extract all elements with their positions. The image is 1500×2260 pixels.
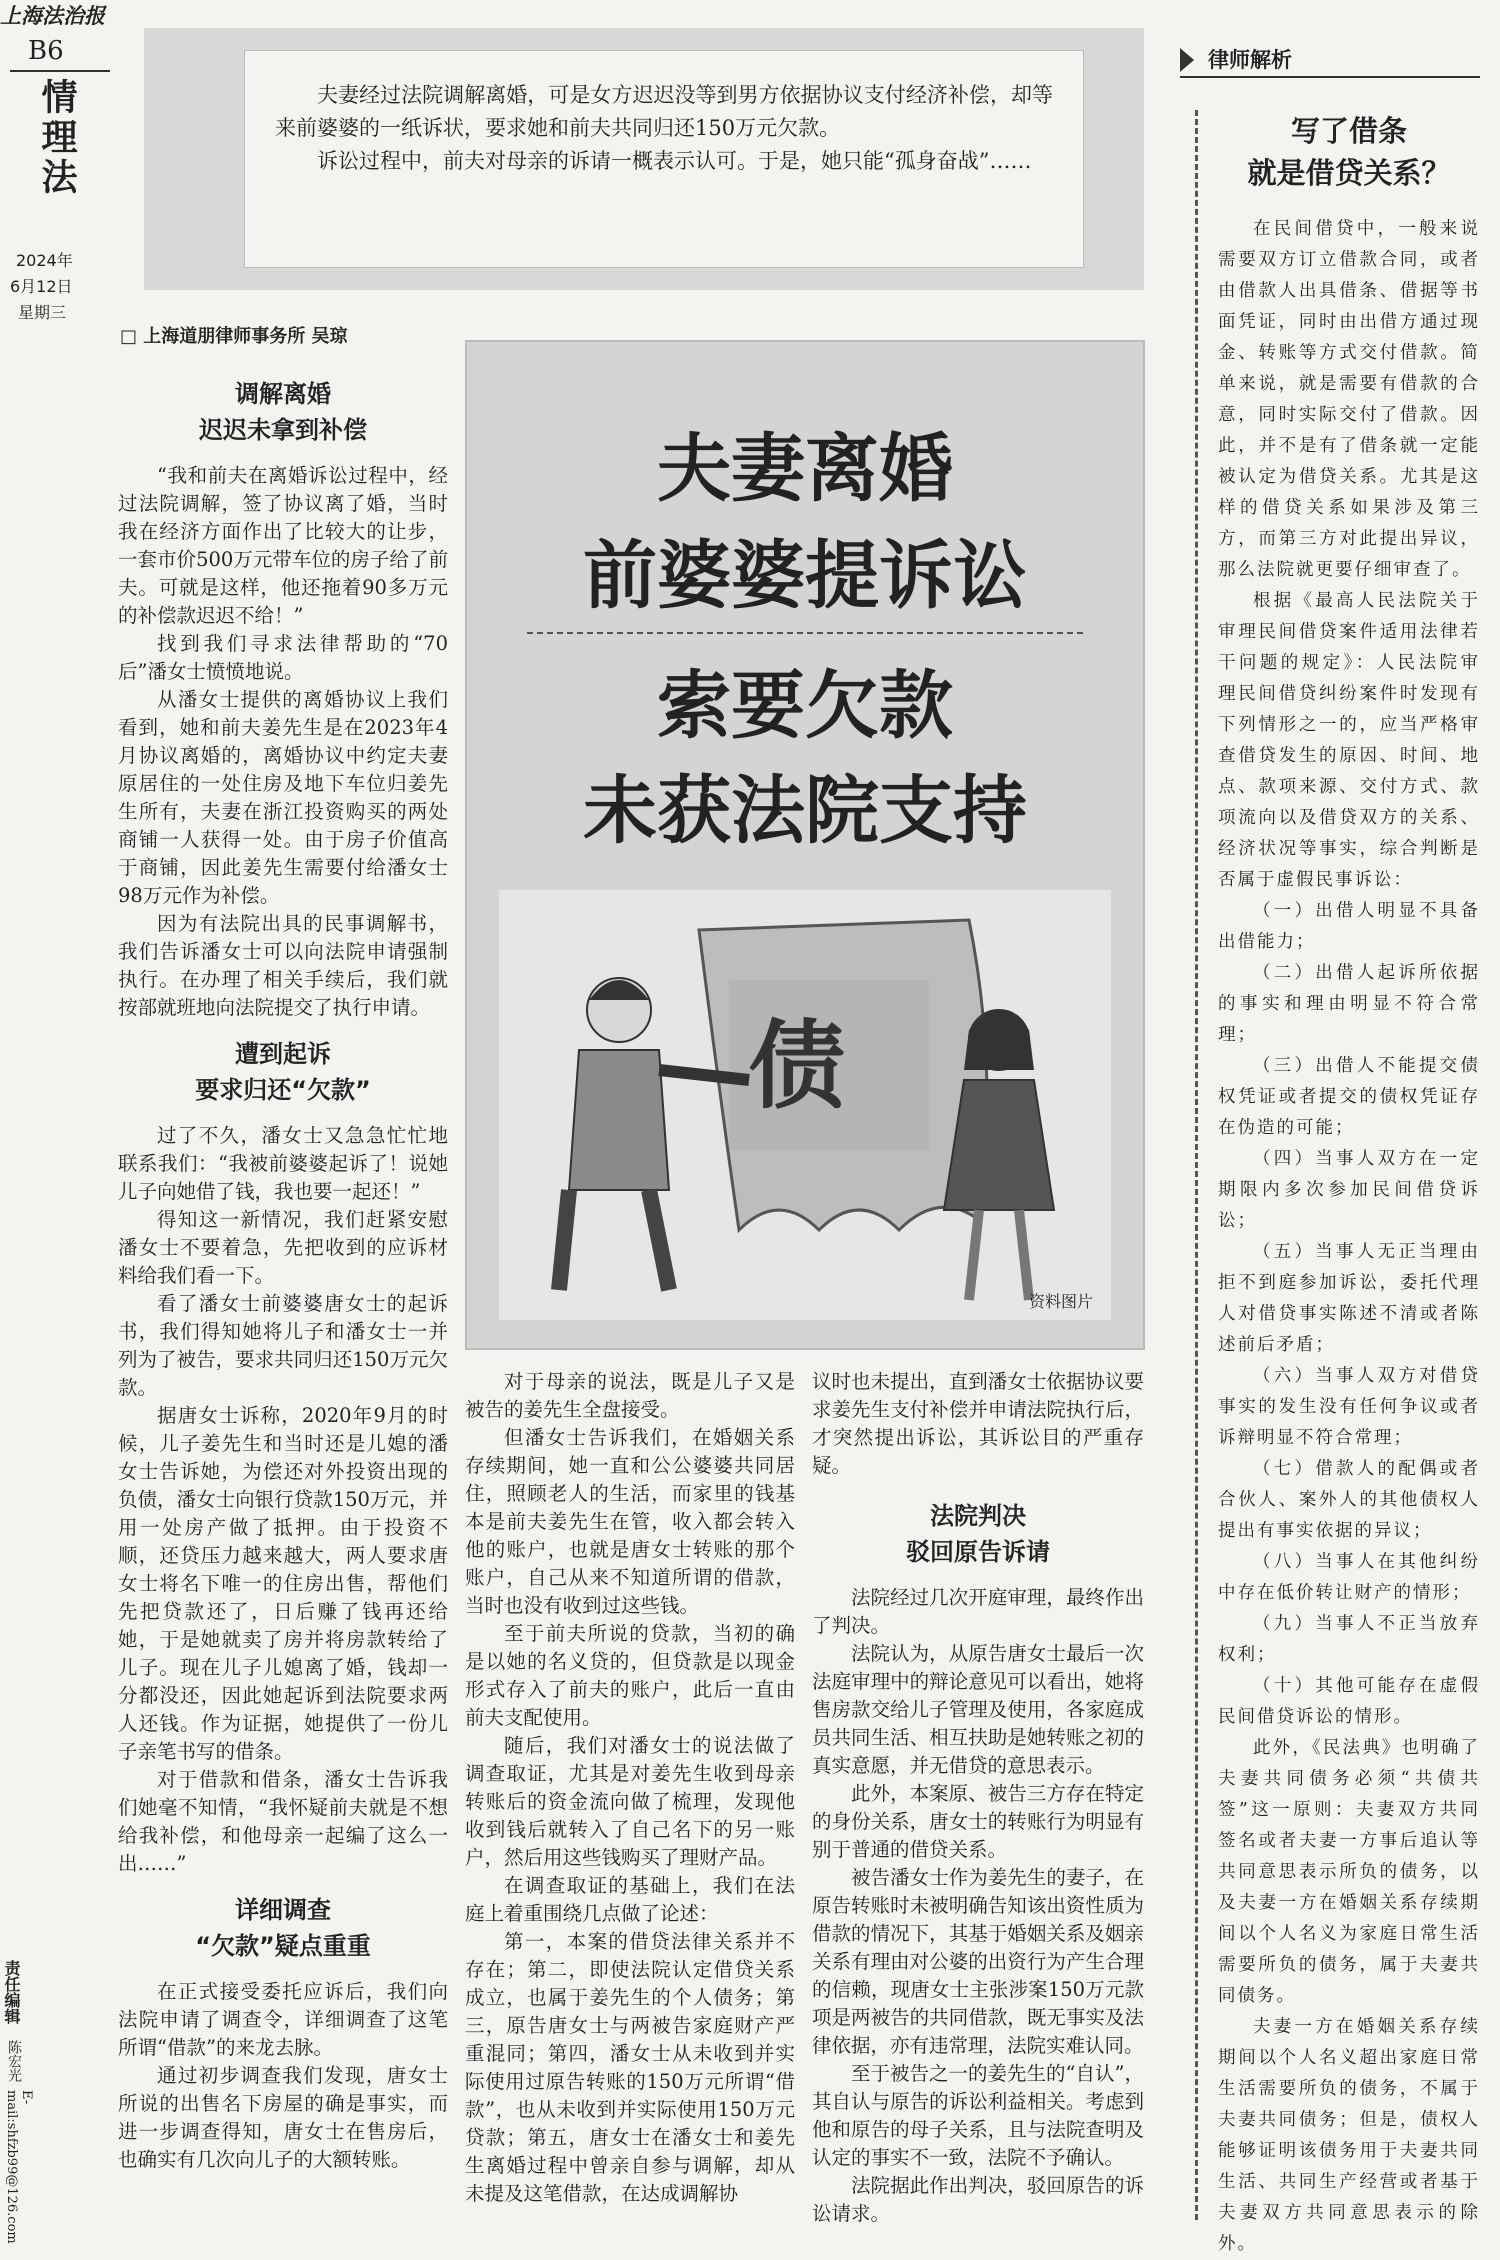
paragraph: 法院认为，从原告唐女士最后一次法庭审理中的辩论意见可以看出，她将售房款交给儿子管理及使用，各家庭成员共同生活、相互扶助是她转账之初的真实意愿，并无借贷的意思表示。 [812,1642,1144,1777]
paragraph: 至于前夫所说的贷款，当初的确是以她的名义贷的，但贷款是以现金形式存入了前夫的账户，此后一直由前夫支配使用。 [465,1622,795,1729]
paragraph: 据唐女士诉称，2020年9月的时候，儿子姜先生和当时还是儿媳的潘女士告诉她，为偿还对外投资出现的负债，潘女士向银行贷款150万元，并用一处房产做了抵押。由于投资不顺，还贷压力越来越大，两人要求唐女士将名下唯一的住房出售，帮他们先把贷款还了，日后赚了钱再还给她，于是她就卖了房并将房款转给了儿子。现在儿子儿媳离了婚，钱却一分都没还，因此她起诉到法院要求两人还钱。作为证据，她提供了一份儿子亲笔书写的借条。 [118,1404,448,1763]
paragraph: 随后，我们对潘女士的说法做了调查取证，尤其是对姜先生收到母亲转账后的资金流向做了梳理，发现他收到钱后就转入了自己名下的另一账户，然后用这些钱购买了理财产品。 [465,1734,795,1869]
paragraph: 从潘女士提供的离婚协议上我们看到，她和前夫姜先生是在2023年4月协议离婚的，离婚协议中约定夫妻原居住的一处住房及地下车位归姜先生所有，夫妻在浙江投资购买的两处商铺一人获得一处。由于房子价值高于商铺，因此姜先生需要付给潘女士98万元作为补偿。 [118,688,448,907]
paragraph: 因为有法院出具的民事调解书，我们告诉潘女士可以向法院申请强制执行。在办理了相关手续后，我们就按部就班地向法院提交了执行申请。 [118,912,448,1019]
paragraph: 在民间借贷中，一般来说需要双方订立借款合同，或者由借款人出具借条、借据等书面凭证，同时由出借方通过现金、转账等方式交付借款。简单来说，就是需要有借款的合意，同时实际交付了借款。因此，并不是有了借条就一定能被认定为借贷关系。尤其是这样的借贷关系如果涉及第三方，而第三方对此提出异议，那么法院就更要仔细审查了。 [1218,219,1480,580]
headline-line-4: 未获法院支持 [583,768,1027,854]
paragraph: 议时也未提出，直到潘女士依据协议要求姜先生支付补偿并申请法院执行后，才突然提出诉讼，其诉讼目的严重存疑。 [812,1370,1144,1477]
paragraph: 法院据此作出判决，驳回原告的诉讼请求。 [812,2174,1144,2225]
section-1-subtitle: 迟迟未拿到补偿 [199,416,367,444]
editor-email: E-mail:shfzb99@126.com [4,2090,34,2244]
paragraph: 对于借款和借条，潘女士告诉我们她毫不知情，“我怀疑前夫就是不想给我补偿，和他母亲一起编了这么一出……” [118,1768,448,1875]
paragraph: 第一，本案的借贷法律关系并不存在；第二，即使法院认定借贷关系成立，也属于姜先生的个人债务；第三，原告唐女士与两被告家庭财产严重混同；第四，潘女士从未收到并实际使用过原告转账的150万元所谓“借款”，也从未收到并实际使用150万元贷款；第五，唐女士在潘女士和姜先生离婚过程中曾亲自参与调解，却从未提及这笔借款，在达成调解协 [465,1930,795,2205]
section-2-subtitle: 要求归还“欠款” [195,1076,371,1104]
masthead-logo: 上海法治报 [0,4,105,28]
paragraph: 对于母亲的说法，既是儿子又是被告的姜先生全盘接受。 [465,1370,795,1421]
paragraph: “我和前夫在离婚诉讼过程中，经过法院调解，签了协议离了婚，当时我在经济方面作出了比较大的让步，一套市价500万元带车位的房子给了前夫。可就是这样，他还拖着90多万元的补偿款迟迟不给！” [118,464,448,627]
paragraph: 看了潘女士前婆婆唐女士的起诉书，我们得知她将儿子和潘女士一并列为了被告，要求共同归还150万元欠款。 [118,1292,448,1399]
list-item: （二）出借人起诉所依据的事实和理由明显不符合常理； [1218,963,1480,1045]
headline-box [465,340,1145,1350]
tag-icon [1180,48,1194,72]
column-3 [812,1368,1144,2228]
debt-character: 债 [749,1010,845,1122]
intro-paragraph-2: 诉讼过程中，前夫对母亲的诉请一概表示认可。于是，她只能“孤身奋战”…… [317,149,1032,173]
paragraph: 在正式接受委托应诉后，我们向法院申请了调查令，详细调查了这笔所谓“借款”的来龙去脉。 [118,1980,448,2059]
illustration [499,890,1111,1320]
list-item: （七）借款人的配偶或者合伙人、案外人的其他债权人提出有事实依据的异议； [1218,1459,1480,1541]
paragraph: 被告潘女士作为姜先生的妻子，在原告转账时未被明确告知该出资性质为借款的情况下，其基于婚姻关系及姻亲关系有理由对公婆的出资行为产生合理的信赖，现唐女士主张涉案150万元款项是两被告的共同借款，既无事实及法律依据，亦有违常理，法院实难认同。 [812,1866,1144,2057]
section-2-title: 遭到起诉 [235,1040,331,1068]
lawyer-analysis-tag [1180,42,1480,78]
intro-paragraph-1: 夫妻经过法院调解离婚，可是女方迟迟没等到男方依据协议支付经济补偿，却等来前婆婆的一纸诉状，要求她和前夫共同归还150万元欠款。 [275,83,1053,140]
list-item: （六）当事人双方对借贷事实的发生没有任何争议或者诉辩明显不符合常理； [1218,1366,1480,1448]
paragraph: 通过初步调查我们发现，唐女士所说的出售名下房屋的确是事实，而进一步调查得知，唐女士在售房后，也确实有几次向儿子的大额转账。 [118,2064,448,2171]
section-3-subtitle: “欠款”疑点重重 [195,1932,371,1960]
section-1-title: 调解离婚 [235,380,331,408]
editor-label: 责任编辑 [2,1960,21,2024]
list-item: （三）出借人不能提交债权凭证或者提交的债权凭证存在伪造的可能； [1218,1056,1480,1138]
issue-weekday: 星期三 [18,303,67,322]
list-item: （四）当事人双方在一定期限内多次参加民间借贷诉讼； [1218,1149,1480,1231]
list-item: （五）当事人无正当理由拒不到庭参加诉讼，委托代理人对借贷事实陈述不清或者陈述前后矛盾； [1218,1242,1480,1355]
headline-line-3: 索要欠款 [657,663,953,749]
section-4-subtitle: 驳回原告诉请 [906,1538,1050,1566]
paragraph: 此外，本案原、被告三方存在特定的身份关系，唐女士的转账行为明显有别于普通的借贷关系。 [812,1782,1144,1861]
image-caption: 资料图片 [1028,1292,1093,1311]
byline: □ 上海道朋律师事务所 吴琼 [120,326,348,347]
paragraph: 此外，《民法典》也明确了夫妻共同债务必须“共债共签”这一原则：夫妻双方共同签名或者夫妻一方事后追认等共同意思表示所负的债务，以及夫妻一方在婚姻关系存续期间以个人名义为家庭日常生活需要所负的债务，属于夫妻共同债务。 [1218,1738,1480,2006]
lawyer-title-1: 写了借条 [1290,114,1407,148]
paragraph: 至于被告之一的姜先生的“自认”，其自认与原告的诉讼利益相关。考虑到他和原告的母子关系，且与法院查明及认定的事实不一致，法院不予确认。 [812,2062,1144,2169]
paragraph: 但潘女士告诉我们，在婚姻关系存续期间，她一直和公公婆婆共同居住，照顾老人的生活，而家里的钱基本是前夫姜先生在管，收入都会转入他的账户，也就是唐女士转账的那个账户，自己从来不知道所谓的借款，当时也没有收到过这些钱。 [465,1426,795,1617]
section-name: 情理法 [36,78,77,198]
column-2 [465,1368,795,2208]
paragraph: 根据《最高人民法院关于审理民间借贷案件适用法律若干问题的规定》：人民法院审理民间借贷纠纷案件时发现有下列情形之一的，应当严格审查借贷发生的原因、时间、地点、款项来源、交付方式、款项流向以及借贷双方的关系、经济状况等事实，综合判断是否属于虚假民事诉讼： [1218,591,1480,890]
headline-line-1: 夫妻离婚 [657,426,953,512]
page-number: B6 [28,36,64,66]
paragraph: 在调查取证的基础上，我们在法庭上着重围绕几点做了论述： [465,1874,795,1925]
editor-name: 陈宏光 [6,2040,22,2082]
paragraph: 得知这一新情况，我们赶紧安慰潘女士不要着急，先把收到的应诉材料给我们看一下。 [118,1208,448,1287]
lawyer-title-2: 就是借贷关系？ [1247,156,1451,190]
paragraph: 法院经过几次开庭审理，最终作出了判决。 [812,1586,1144,1637]
issue-year: 2024年 [16,251,73,270]
list-item: （八）当事人在其他纠纷中存在低价转让财产的情形； [1218,1552,1480,1603]
paragraph: 过了不久，潘女士又急急忙忙地联系我们：“我被前婆婆起诉了！说她儿子向她借了钱，我也要一起还！” [118,1124,448,1203]
intro-box [144,28,1144,290]
column-1 [118,376,448,2174]
list-item: （九）当事人不正当放弃权利； [1218,1614,1480,1665]
list-item: （十）其他可能存在虚假民间借贷诉讼的情形。 [1218,1676,1480,1727]
paragraph: 夫妻一方在婚姻关系存续期间以个人名义超出家庭日常生活需要所负的债务，不属于夫妻共同债务；但是，债权人能够证明该债务用于夫妻共同生活、共同生产经营或者基于夫妻双方共同意思表示的除外。 [1218,2017,1480,2254]
section-3-title: 详细调查 [235,1896,331,1924]
section-4-title: 法院判决 [930,1502,1026,1530]
lawyer-tag-label: 律师解析 [1208,48,1292,72]
list-item: （一）出借人明显不具备出借能力； [1218,901,1480,952]
issue-date: 6月12日 [10,277,73,296]
lawyer-column [1195,110,1480,2254]
paragraph: 找到我们寻求法律帮助的“70后”潘女士愤愤地说。 [118,632,448,683]
headline-line-2: 前婆婆提诉讼 [583,533,1027,619]
